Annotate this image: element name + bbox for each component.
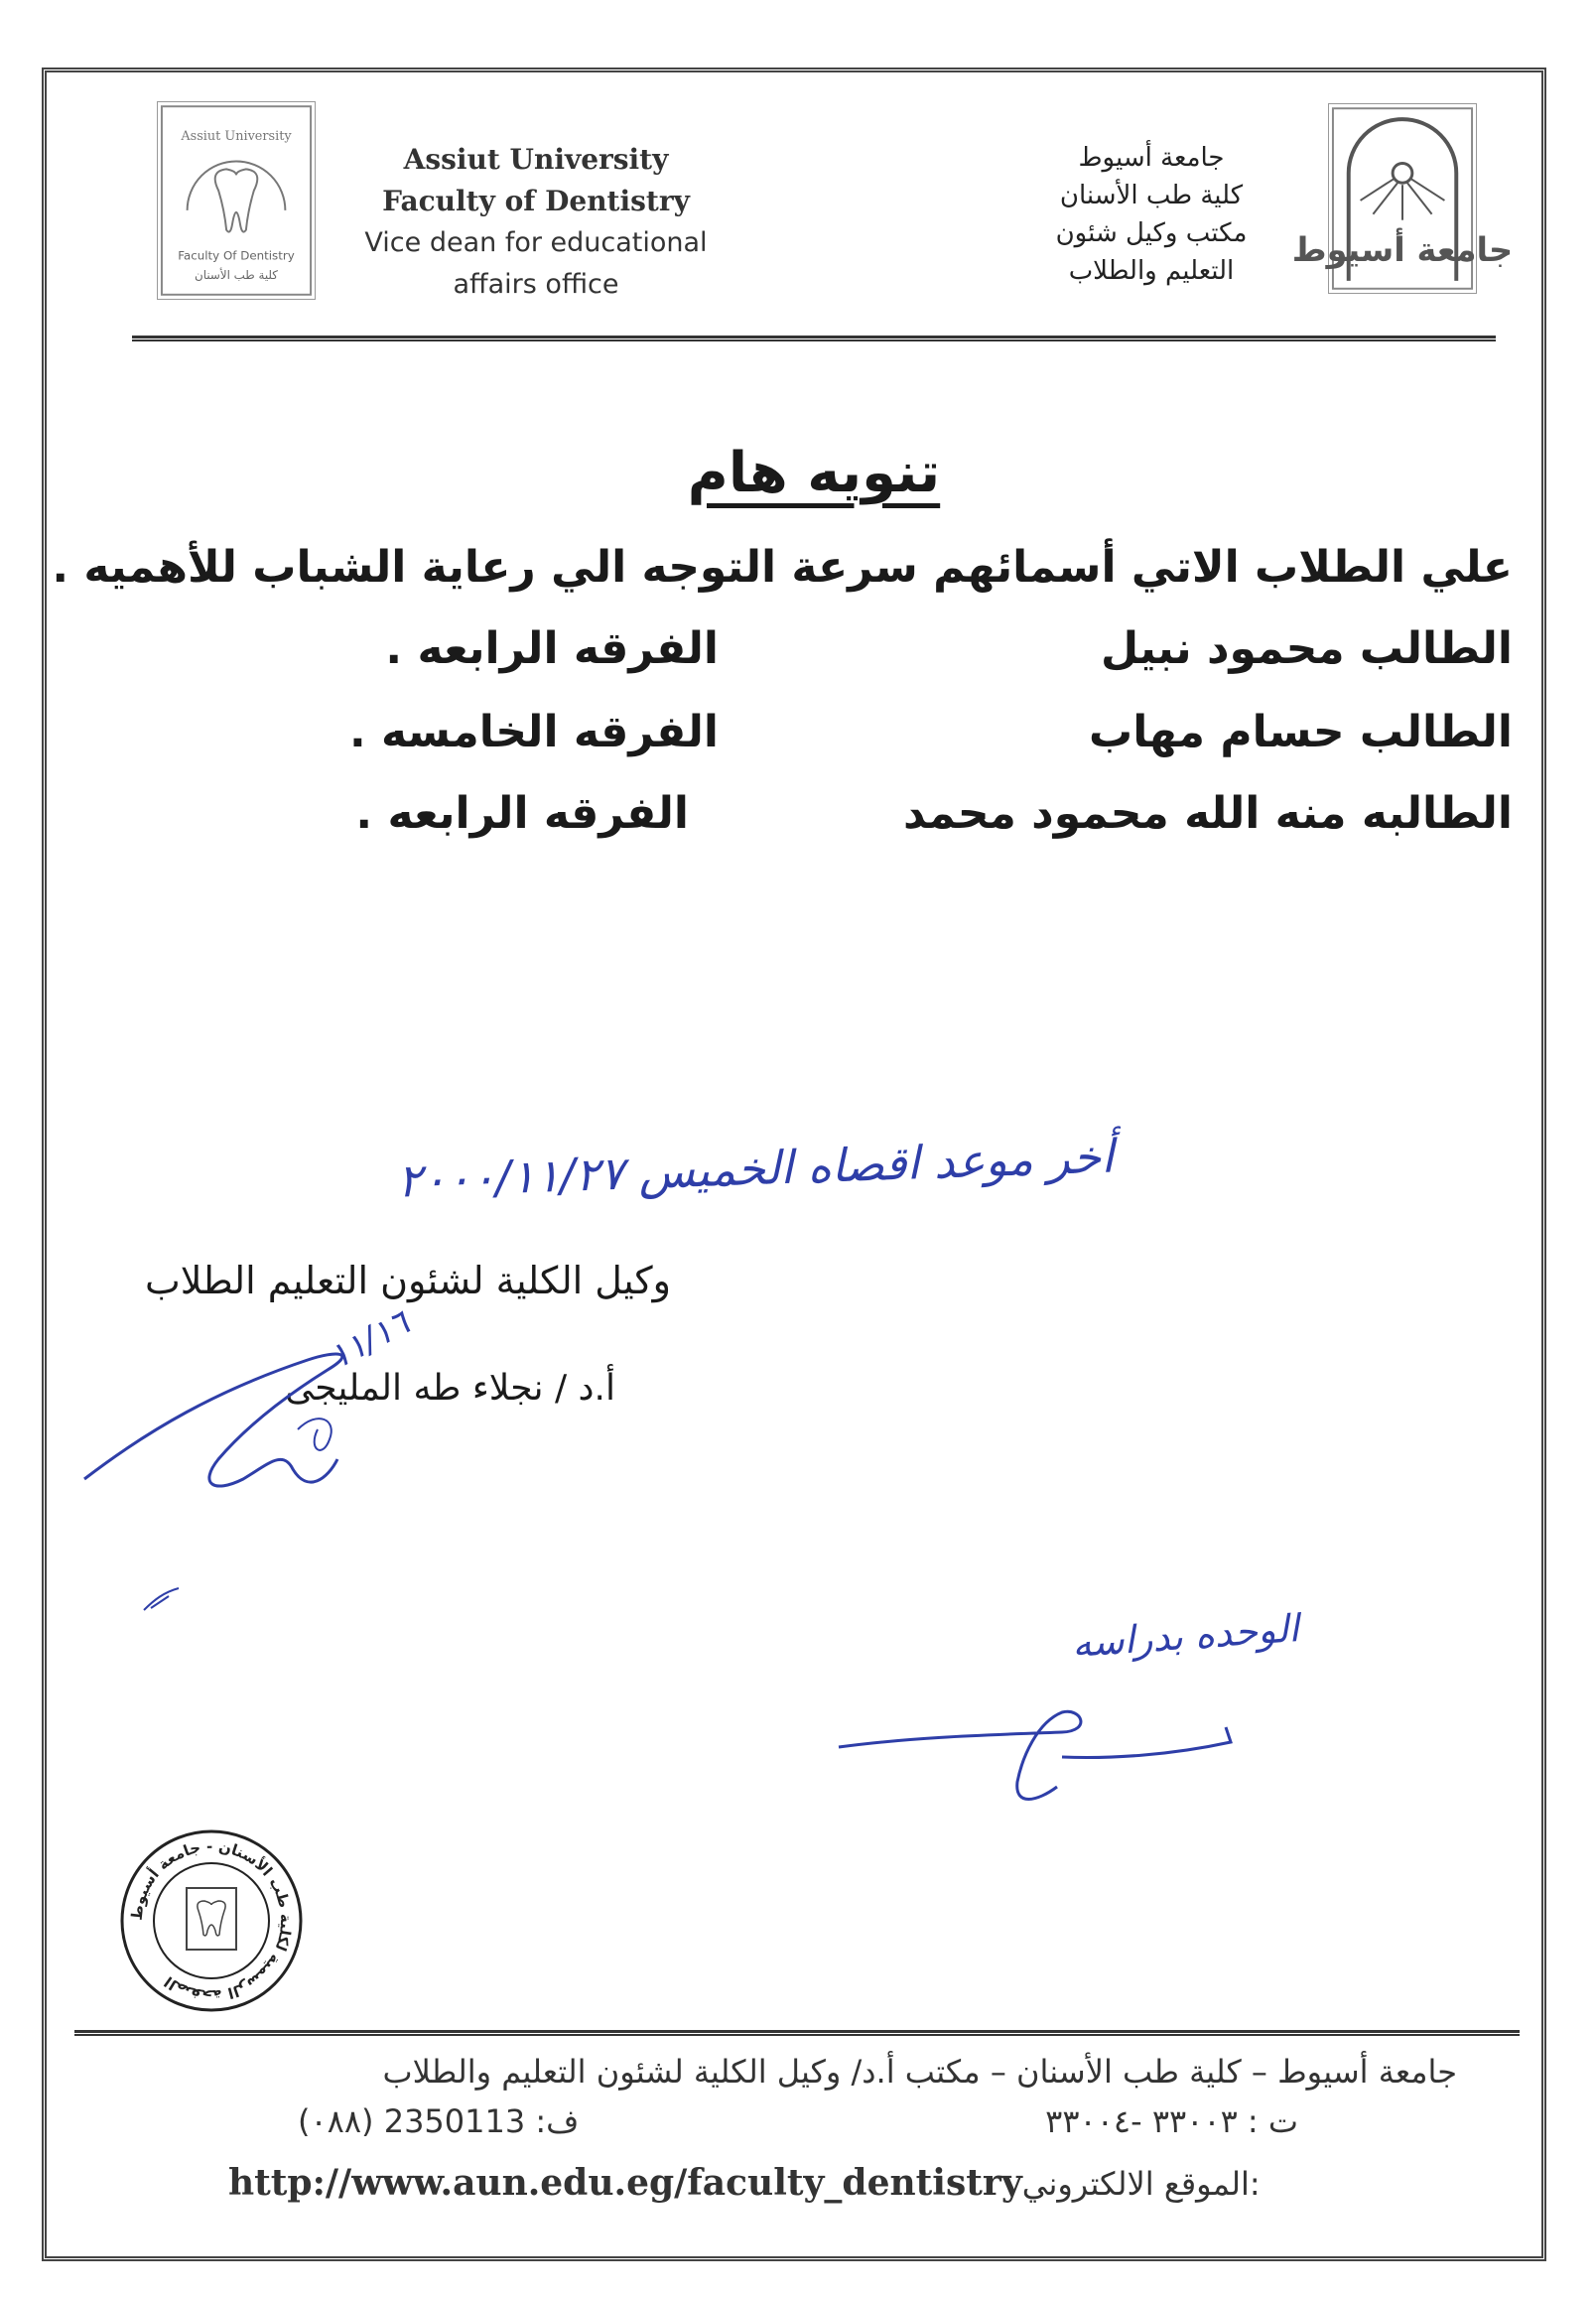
- header-divider: [132, 336, 1496, 341]
- student-row: [169, 623, 1513, 683]
- footer-divider: [74, 2030, 1520, 2036]
- handwritten-date-mark: ١١/١٦: [323, 1302, 416, 1378]
- student-row: [169, 788, 1513, 848]
- student-grade: الفرقه الرابعه .: [385, 623, 719, 674]
- svg-text:Assiut University: Assiut University: [181, 128, 292, 144]
- faculty-name-ar: كلية طب الأسنان: [1059, 181, 1244, 210]
- footer-website: [228, 2162, 1261, 2204]
- footer-address: جامعة أسيوط – كلية طب الأسنان – مكتب أ.د/ وكيل الكلية لشئون التعليم والطلاب: [382, 2053, 1457, 2091]
- notice-intro: علي الطلاب الاتي أسمائهم سرعة التوجه الي رعاية الشباب للأهميه .: [52, 542, 1513, 593]
- university-name-ar: جامعة أسيوط: [1078, 143, 1225, 173]
- office-name-ar-line2: التعليم والطلاب: [1068, 256, 1235, 286]
- assiut-university-logo: [1291, 103, 1514, 294]
- signatory-title: وكيل الكلية لشئون التعليم الطلاب: [144, 1259, 671, 1302]
- right-logo-text: جامعة أسيوط: [1291, 230, 1514, 270]
- office-name-ar-line1: مكتب وكيل شئون: [1055, 218, 1248, 248]
- faculty-name-en: Faculty of Dentistry: [382, 185, 690, 217]
- footer-website-label: الموقع الالكتروني:: [1021, 2165, 1261, 2203]
- header-english: [337, 139, 734, 306]
- student-row: [169, 707, 1513, 766]
- notice-title: تنويه هام: [687, 441, 941, 505]
- student-name: الطالب محمود نبيل: [1100, 623, 1513, 674]
- handwritten-deadline-note: أخر موعد اقصاه الخميس ٢٠٠٠/١١/٢٧: [396, 1129, 1115, 1208]
- footer-website-url[interactable]: http://www.aun.edu.eg/faculty_dentistry: [228, 2162, 1022, 2204]
- left-logo-text: Faculty Of Dentistry: [178, 248, 295, 263]
- student-name: الطالب حسام مهاب: [1088, 707, 1513, 757]
- footer-phone: ت : ٣٣٠٠٣ -٣٣٠٠٤: [1045, 2102, 1298, 2140]
- office-name-en-line1: Vice dean for educational: [364, 227, 708, 258]
- signatory-name: أ.د / نجلاء طه المليجى: [285, 1368, 615, 1409]
- student-name: الطالبه منه الله محمود محمد: [902, 788, 1513, 839]
- student-grade: الفرقه الخامسه .: [348, 707, 719, 757]
- university-name-en: Assiut University: [403, 143, 669, 176]
- signature-scribble: [69, 1330, 466, 1509]
- svg-text:كلية طب الأسنان: كلية طب الأسنان: [195, 268, 278, 282]
- official-seal: [117, 1826, 306, 2015]
- handwritten-bottom-note: الوحده بدراسه: [1070, 1606, 1301, 1666]
- student-grade: الفرقه الرابعه .: [355, 788, 689, 839]
- seal-text: الصفحة الرسمية لكلية طب الأسنان - جامعة أسيوط: [127, 1836, 296, 2005]
- office-name-en-line2: affairs office: [453, 269, 619, 300]
- header-arabic: [993, 139, 1310, 290]
- footer-fax: ف: 2350113 (٠٨٨): [298, 2102, 580, 2140]
- bottom-signature-scribble: [834, 1688, 1251, 1817]
- faculty-dentistry-logo: [157, 101, 316, 300]
- ink-mark: [139, 1580, 189, 1620]
